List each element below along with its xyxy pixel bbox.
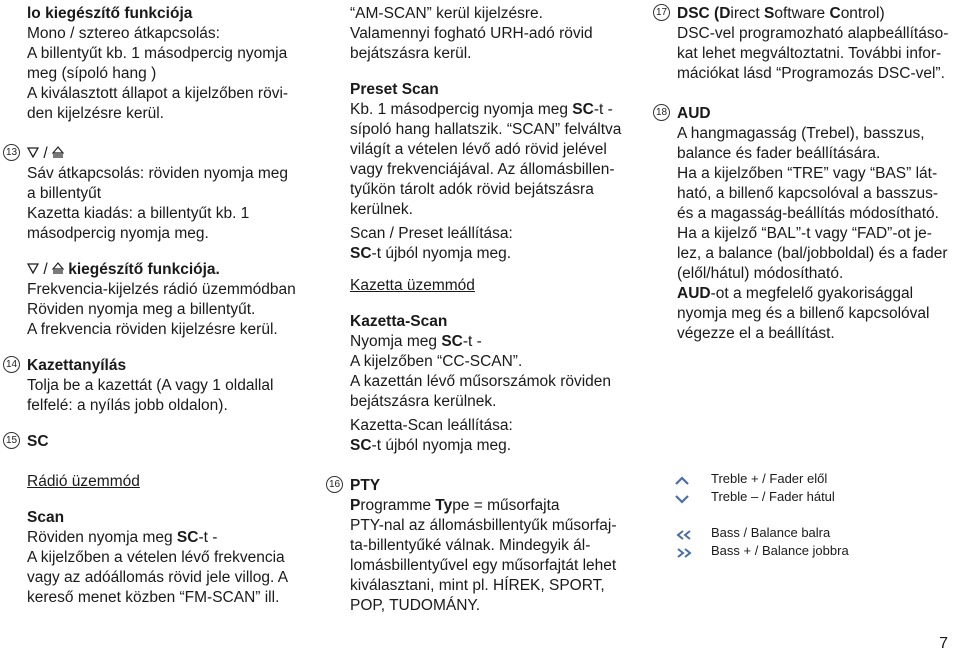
text-line: Nyomja meg SC-t -	[350, 333, 482, 350]
text-line: balance és fader beállítására.	[677, 145, 881, 162]
item-13-sub-heading: / kiegészítő funkciója.	[27, 260, 317, 280]
legend-row: Bass / Balance balra	[711, 524, 951, 542]
text-line: bejátszásra kerül.	[350, 45, 472, 62]
text-line: nyomja meg és a billenő kapcsolóval	[677, 305, 930, 322]
text-line: másodpercig nyomja meg.	[27, 225, 209, 243]
item-13-symbol-line: /	[27, 144, 317, 164]
text-line: Programme Type = műsorfajta	[350, 497, 560, 514]
text-line: a billentyűt	[27, 185, 102, 203]
text-line: PTY-nal az állomásbillentyűk műsorfaj-	[350, 517, 617, 534]
text-line: Mono / sztereo átkapcsolás:	[27, 25, 220, 42]
text-line: Tolja be a kazettát (A vagy 1 oldallal	[27, 377, 274, 395]
text-line: A frekvencia röviden kijelzésre kerül.	[27, 321, 278, 339]
item-number-16: 16	[326, 476, 343, 493]
item-number-13: 13	[3, 144, 20, 161]
text-line: A kijelzőben “CC-SCAN”.	[350, 353, 523, 370]
item-14-heading: Kazettanyílás	[27, 357, 127, 375]
chevron-up-icon	[675, 472, 689, 492]
column-1	[5, 4, 317, 608]
item-17	[655, 4, 957, 84]
item-number-14: 14	[3, 356, 20, 373]
scan-heading: Scan	[27, 509, 65, 527]
text-line: Valamennyi fogható URH-adó rövid	[350, 25, 593, 42]
text-line: A kazettán lévő műsorszámok röviden	[350, 373, 612, 390]
item-number-15: 15	[3, 432, 20, 449]
column-3	[655, 4, 957, 344]
text-line: Kazetta-Scan leállítása:	[350, 417, 513, 434]
item-13	[5, 144, 317, 340]
item-number-18: 18	[653, 104, 670, 121]
text-line: lez, a balance (bal/jobboldal) és a fader	[677, 245, 948, 262]
double-chevron-left-icon	[675, 526, 693, 546]
text-line: sípoló hang hallatszik. “SCAN” felváltva	[350, 121, 622, 138]
legend-row: Treble + / Fader elől	[711, 470, 951, 488]
text-line: SC-t újból nyomja meg.	[350, 437, 512, 454]
item-15-heading: SC	[27, 433, 49, 451]
text-line: A kijelzőben a vételen lévő frekvencia	[27, 549, 285, 567]
text-line: meg (sípoló hang )	[27, 65, 157, 82]
text-line: A hangmagasság (Trebel), basszus,	[677, 125, 925, 142]
aud-heading: AUD	[677, 105, 711, 122]
text-line: POP, TUDOMÁNY.	[350, 597, 481, 614]
preset-scan-heading: Preset Scan	[350, 81, 439, 98]
text-line: felfelé: a nyílás jobb oldalon).	[27, 397, 228, 415]
text-line: vagy frekvenciájával. Az állomásbillen-	[350, 161, 615, 178]
text-line: AUD-ot a megfelelő gyakorisággal	[677, 285, 914, 302]
triangle-down-icon	[27, 260, 39, 280]
item-18	[655, 104, 957, 344]
text-line: Kb. 1 másodpercig nyomja meg SC-t -	[350, 101, 613, 118]
text-line: den kijelzésre kerül.	[27, 105, 164, 122]
text-line: kiválasztani, mint pl. HÍREK, SPORT,	[350, 577, 605, 594]
double-chevron-right-icon	[675, 544, 693, 564]
chevron-down-icon	[675, 490, 689, 510]
dsc-heading: DSC (Direct Software Control)	[677, 5, 885, 22]
text-line: és a magasság-beállítás módosítható.	[677, 205, 939, 222]
text-line: ható, a billenő kapcsolóval a basszus-	[677, 185, 939, 202]
item-number-17: 17	[653, 4, 670, 21]
text-line: (elől/hátul) módosítható.	[677, 265, 844, 282]
text-line: mációkat lásd “Programozás DSC-vel”.	[677, 65, 945, 82]
legend-row: Treble – / Fader hátul	[711, 488, 951, 506]
text-line: A billentyűt kb. 1 másodpercig nyomja	[27, 45, 288, 62]
text-line: Röviden nyomja meg SC-t -	[27, 529, 218, 547]
text-line: Ha a kijelzőben “TRE” vagy “BAS” lát-	[677, 165, 938, 182]
text-line: lomásbillentyűvel egy műsorfajtát lehet	[350, 557, 617, 574]
cassette-scan-heading: Kazetta-Scan	[350, 313, 448, 330]
text-line: DSC-vel programozható alapbeállításo-	[677, 25, 949, 42]
text-line: SC-t újból nyomja meg.	[350, 245, 512, 262]
text-line: tyűkön tárolt adók rövid bejátszásra	[350, 181, 594, 198]
legend-row: Bass + / Balance jobbra	[711, 542, 951, 560]
eject-icon	[52, 260, 64, 280]
text-line: Ha a kijelző “BAL”-t vagy “FAD”-ot je-	[677, 225, 932, 242]
eject-icon	[52, 144, 64, 164]
text-line: Scan / Preset leállítása:	[350, 225, 513, 242]
page-number: 7	[939, 635, 948, 652]
text-line: világít a vételen lévő adó rövid jelével	[350, 141, 607, 158]
cassette-mode-label: Kazetta üzemmód	[350, 277, 475, 294]
text-line: Sáv átkapcsolás: röviden nyomja meg	[27, 165, 289, 183]
text-line: vagy az adóállomás rövid jele villog. A	[27, 569, 289, 587]
text-line: Kazetta kiadás: a billentyűt kb. 1	[27, 205, 250, 223]
text-line: “AM-SCAN” kerül kijelzésre.	[350, 5, 543, 22]
text-line: kat lehet megváltoztatni. További infor-	[677, 45, 942, 62]
text-line: ta-billentyűké válnak. Mindegyik ál-	[350, 537, 591, 554]
radio-mode-label: Rádió üzemmód	[27, 473, 140, 491]
column-2	[328, 4, 635, 616]
text-line: kerülnek.	[350, 201, 413, 218]
text-line: Röviden nyomja meg a billentyűt.	[27, 301, 256, 319]
item-15	[5, 432, 317, 608]
triangle-down-icon	[27, 144, 39, 164]
text-line: végezze el a beállítást.	[677, 325, 835, 342]
item-16	[328, 476, 635, 616]
pty-heading: PTY	[350, 477, 381, 494]
text-line: bejátszásra kerülnek.	[350, 393, 497, 410]
rocker-legend	[711, 470, 951, 560]
lo-function-heading: lo kiegészítő funkciója	[27, 5, 193, 22]
text-line: A kiválasztott állapot a kijelzőben rövi-	[27, 85, 289, 102]
item-14	[5, 356, 317, 416]
text-line: Frekvencia-kijelzés rádió üzemmódban	[27, 281, 296, 299]
text-line: kereső menet közben “FM-SCAN” ill.	[27, 589, 280, 607]
